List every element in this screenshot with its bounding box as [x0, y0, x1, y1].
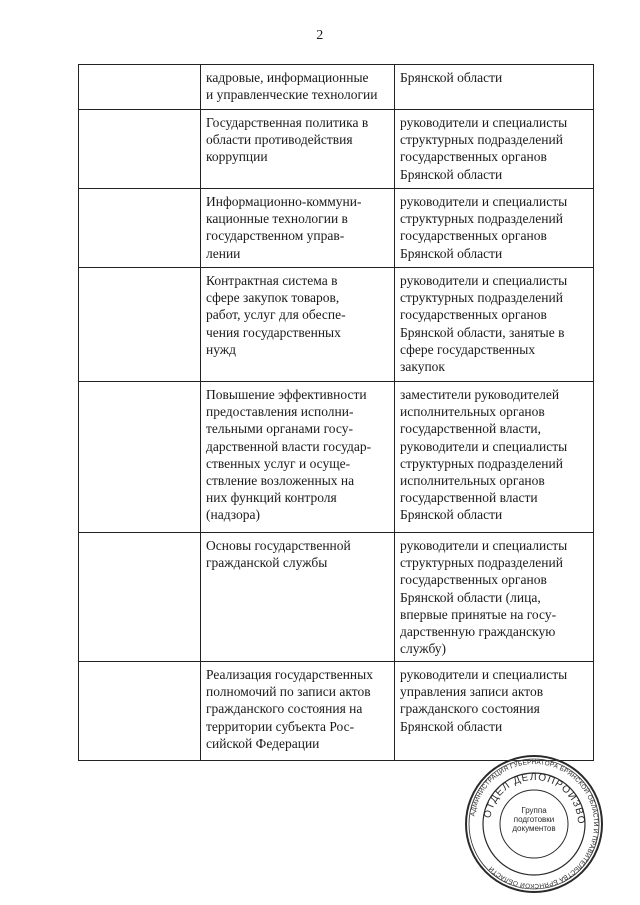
- table-row: [79, 662, 594, 761]
- audience-cell: руководители и специалисты управления записи актов гражданского состояния Брянской области: [395, 662, 594, 761]
- document-table: [78, 64, 594, 761]
- table-row: [79, 189, 594, 268]
- empty-cell: [79, 533, 201, 662]
- table-row: [79, 382, 594, 533]
- audience-cell: руководители и специалисты структурных подразделений государственных органов Брянской области: [395, 189, 594, 268]
- audience-cell: руководители и специалисты структурных подразделений государственных органов Брянской области: [395, 110, 594, 189]
- topic-cell: Государственная политика в области противодействия коррупции: [201, 110, 395, 189]
- empty-cell: [79, 268, 201, 382]
- audience-cell: Брянской области: [395, 65, 594, 110]
- audience-cell: руководители и специалисты структурных подразделений государственных органов Брянской области, занятые в сфере государственных закупок: [395, 268, 594, 382]
- topic-cell: Повышение эффективности предоставления исполни- тельными органами госу- дарственной власти государ- ственных услуг и осуще- ствление возложенных на них функций контроля (надзора): [201, 382, 395, 533]
- empty-cell: [79, 382, 201, 533]
- empty-cell: [79, 65, 201, 110]
- table-row: [79, 268, 594, 382]
- table-row: [79, 110, 594, 189]
- empty-cell: [79, 189, 201, 268]
- empty-cell: [79, 662, 201, 761]
- topic-cell: Основы государственной гражданской службы: [201, 533, 395, 662]
- topic-cell: кадровые, информационные и управленческие технологии: [201, 65, 395, 110]
- empty-cell: [79, 110, 201, 189]
- table-row: [79, 65, 594, 110]
- topic-cell: Информационно-коммуни- кационные технологии в государственном управ- лении: [201, 189, 395, 268]
- audience-cell: руководители и специалисты структурных подразделений государственных органов Брянской области (лица, впервые принятые на госу- дарственную гражданскую службу): [395, 533, 594, 662]
- topic-cell: Контрактная система в сфере закупок товаров, работ, услуг для обеспе- чения государственных нужд: [201, 268, 395, 382]
- stamp-center-text: Группа подготовки документов: [512, 806, 556, 833]
- page-number: 2: [316, 28, 324, 43]
- topic-cell: Реализация государственных полномочий по записи актов гражданского состояния на территории субъекта Рос- сийской Федерации: [201, 662, 395, 761]
- stamp-inner-text: ОТДЕЛ ДЕЛОПРОИЗВО: [482, 771, 587, 825]
- table-row: [79, 533, 594, 662]
- official-stamp: [464, 754, 604, 894]
- audience-cell: заместители руководителей исполнительных органов государственной власти, руководители и специалисты структурных подразделений исполнительных органов государственной власти Брянской области: [395, 382, 594, 533]
- stamp-outer-text: АДМИНИСТРАЦИЯ ГУБЕРНАТОРА БРЯНСКОЙ ОБЛАСТИ И ПРАВИТЕЛЬСТВА БРЯНСКОЙ ОБЛАСТИ: [469, 758, 600, 890]
